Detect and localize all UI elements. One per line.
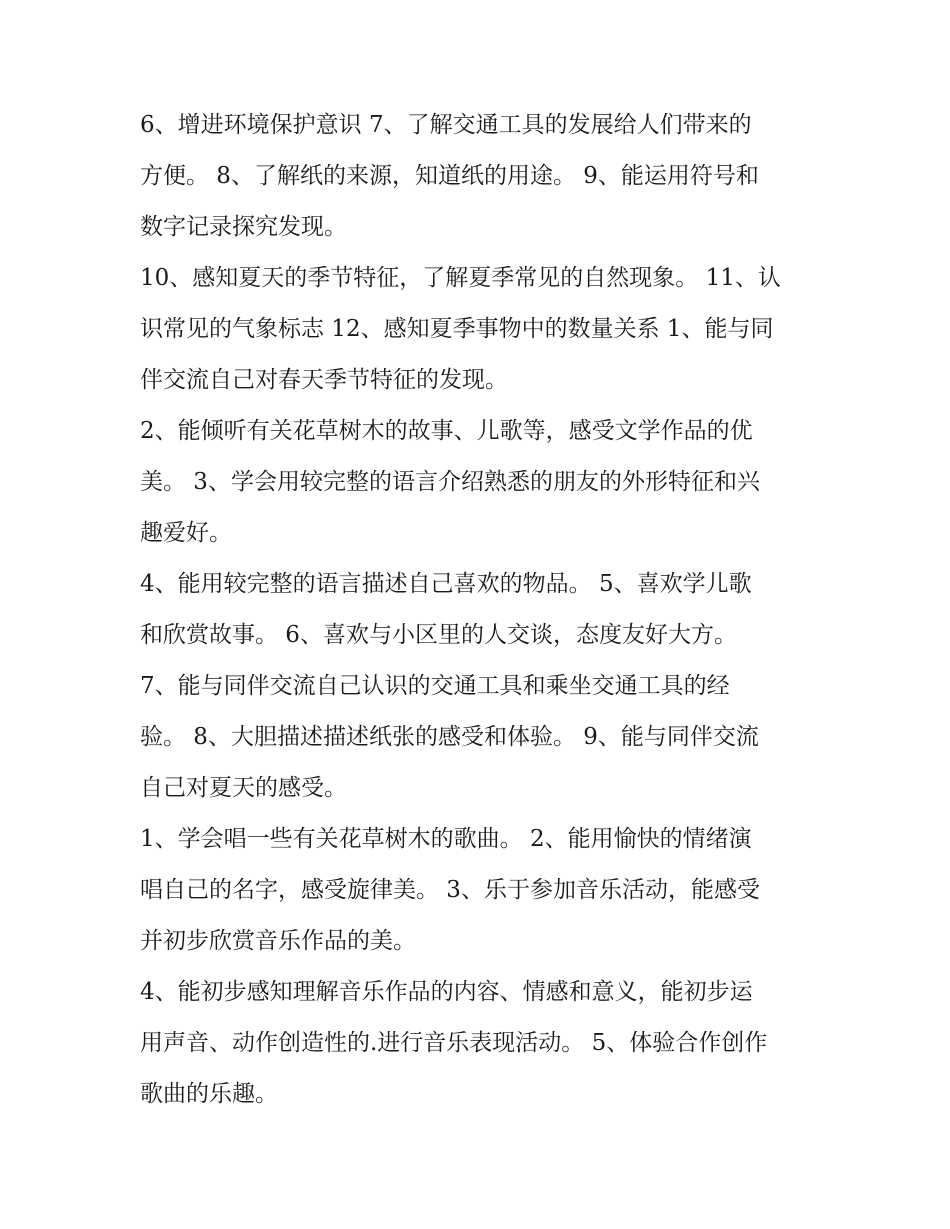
- text-line: 自己对夏天的感受。: [140, 775, 347, 801]
- text-line: 唱自己的名字，感受旋律美。 3、乐于参加音乐活动，能感受: [140, 877, 760, 903]
- text-line: 美。 3、学会用较完整的语言介绍熟悉的朋友的外形特征和兴: [140, 469, 760, 495]
- text-line: 伴交流自己对春天季节特征的发现。: [140, 367, 508, 393]
- paragraph-6: [140, 814, 815, 967]
- text-line: 趣爱好。: [140, 520, 232, 546]
- text-line: 并初步欣赏音乐作品的美。: [140, 928, 416, 954]
- paragraph-7: [140, 967, 815, 1120]
- text-line: 7、能与同伴交流自己认识的交通工具和乘坐交通工具的经: [140, 673, 730, 699]
- text-line: 2、能倾听有关花草树木的故事、儿歌等，感受文学作品的优: [140, 418, 753, 444]
- text-line: 4、能初步感知理解音乐作品的内容、情感和意义，能初步运: [140, 979, 753, 1005]
- document-page: [140, 100, 815, 1120]
- paragraph-1: [140, 100, 815, 253]
- text-line: 和欣赏故事。 6、喜欢与小区里的人交谈，态度友好大方。: [140, 622, 737, 648]
- paragraph-5: [140, 661, 815, 814]
- text-line: 验。 8、大胆描述描述纸张的感受和体验。 9、能与同伴交流: [140, 724, 759, 750]
- text-line: 识常见的气象标志 12、感知夏季事物中的数量关系 1、能与同: [140, 316, 774, 342]
- text-line: 方便。 8、了解纸的来源，知道纸的用途。 9、能运用符号和: [140, 163, 759, 189]
- text-line: 数字记录探究发现。: [140, 214, 347, 240]
- paragraph-4: [140, 559, 815, 661]
- text-line: 用声音、动作创造性的.进行音乐表现活动。 5、体验合作创作: [140, 1030, 768, 1056]
- text-line: 10、感知夏天的季节特征，了解夏季常见的自然现象。 11、认: [140, 265, 781, 291]
- paragraph-3: [140, 406, 815, 559]
- text-line: 1、学会唱一些有关花草树木的歌曲。 2、能用愉快的情绪演: [140, 826, 752, 852]
- text-line: 4、能用较完整的语言描述自己喜欢的物品。 5、喜欢学儿歌: [140, 571, 752, 597]
- text-line: 歌曲的乐趣。: [140, 1081, 278, 1107]
- paragraph-2: [140, 253, 815, 406]
- text-line: 6、增进环境保护意识 7、了解交通工具的发展给人们带来的: [140, 112, 752, 138]
